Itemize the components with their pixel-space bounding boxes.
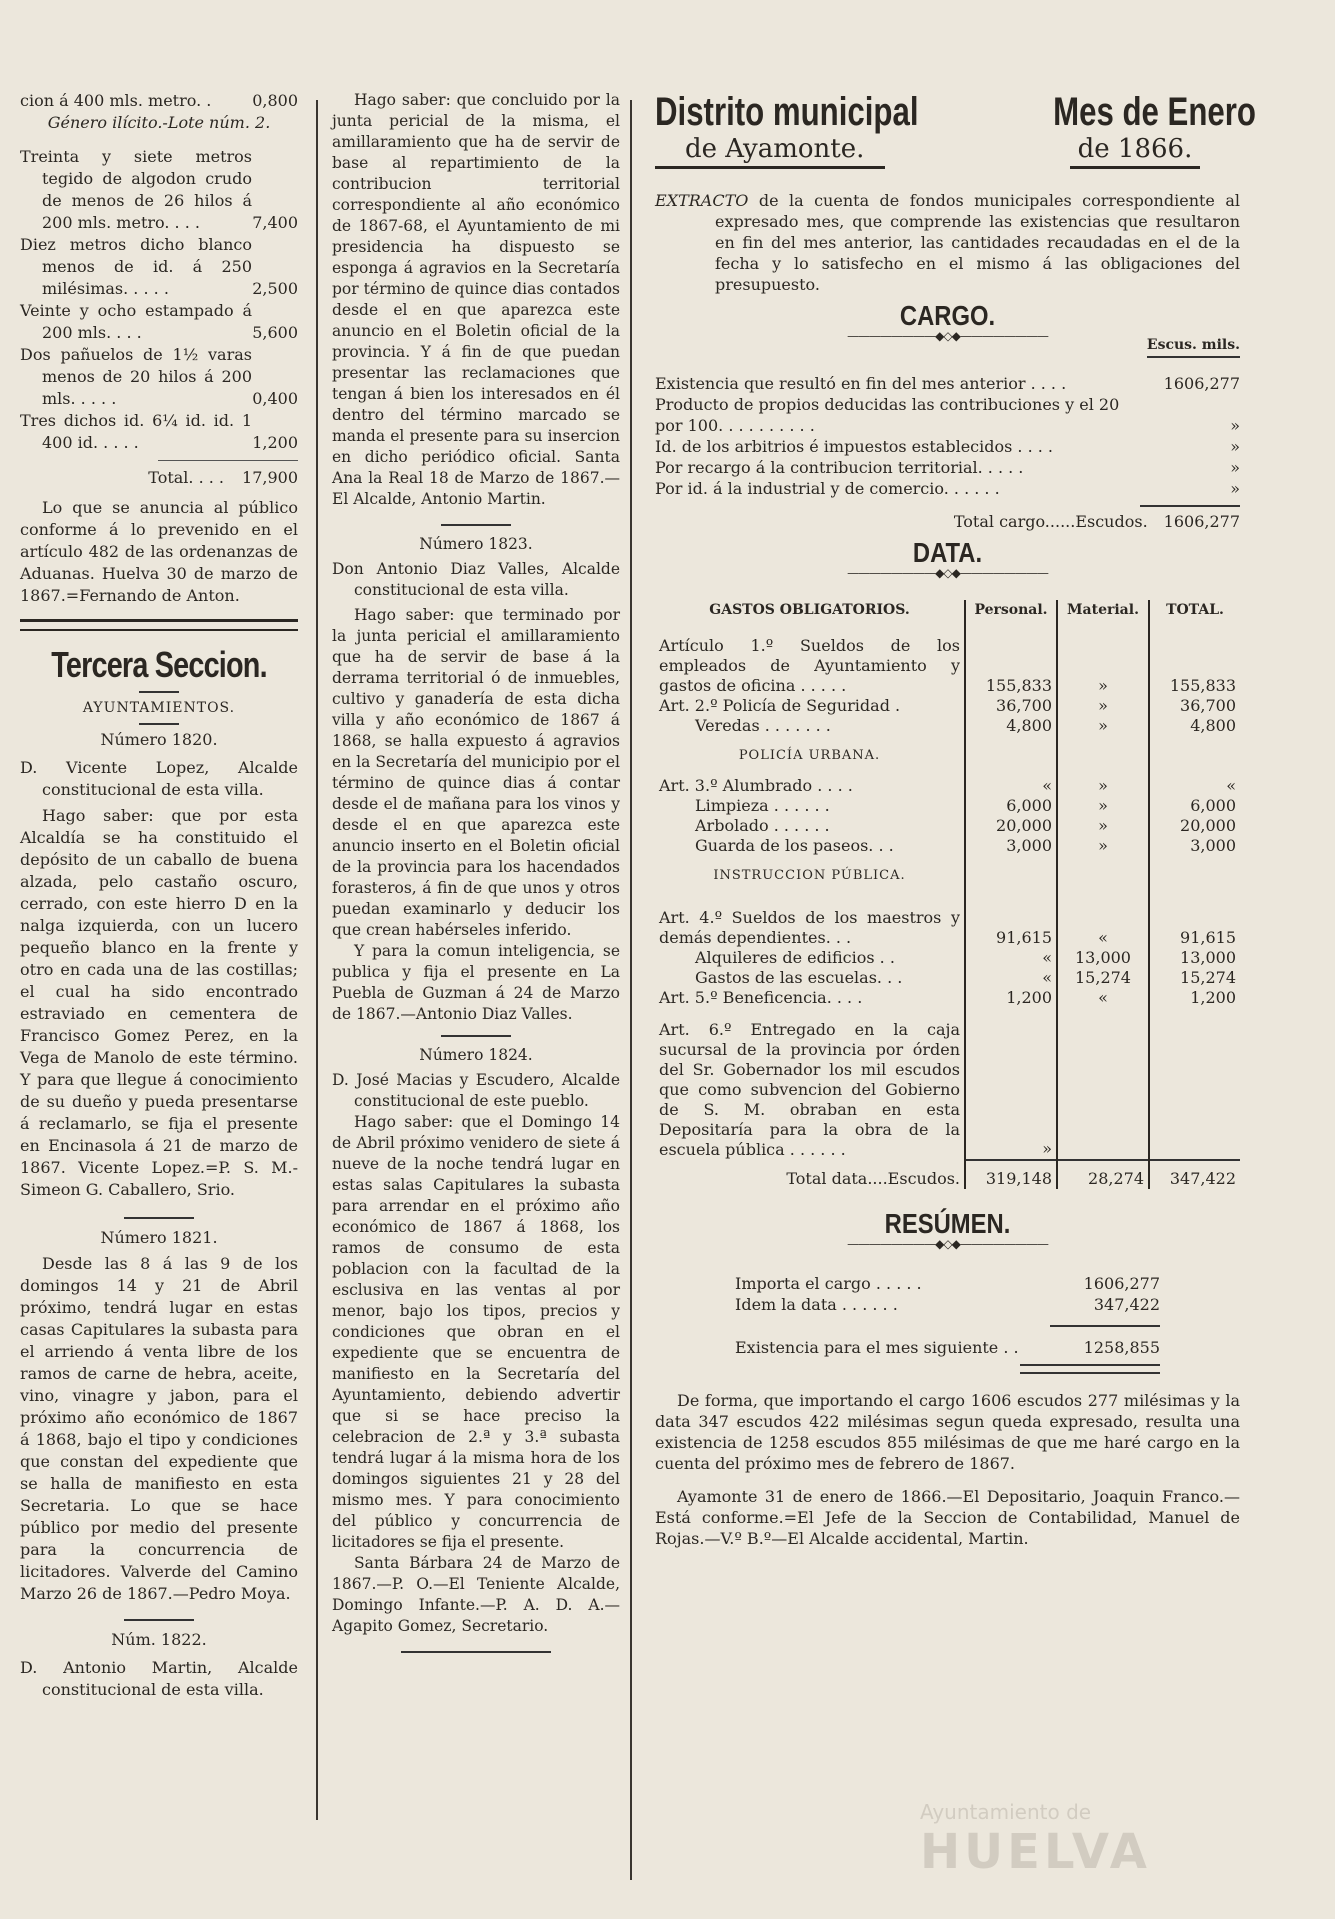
row-label: Guarda de los paseos. . .: [695, 836, 894, 855]
material-cell: »: [1057, 776, 1149, 796]
table-row: [655, 696, 1240, 716]
row-label: Art. 6.º Entregado en la caja sucursal de la provincia por órden del Sr. Gobernador los mil escudos que como subvencion del Gobierno de S. M. obraban en esta Depositaría para la obra de la escuela pública . . . . . .: [659, 1020, 960, 1159]
divider: [401, 1651, 551, 1653]
section-title: Tercera Seccion.: [51, 644, 267, 685]
row-label: Alquileres de edificios . .: [695, 948, 895, 967]
total-cell: 1,200: [1149, 988, 1240, 1008]
item-list: [20, 146, 298, 454]
row-label: INSTRUCCION PÚBLICA.: [713, 868, 906, 883]
material-cell: «: [1057, 896, 1149, 948]
resumen-title: RESÚMEN.: [884, 1208, 1011, 1239]
divider: [139, 691, 179, 693]
list-item: Dos pañuelos de 1½ varas menos de 20 hilos á 200 mls. . . . . 0,400: [20, 345, 298, 408]
list-item: Veinte y ocho estampado á 200 mls. . . . 5,600: [20, 301, 298, 342]
cargo-title: CARGO.: [899, 300, 996, 331]
existencia-line: Existencia para el mes siguiente . . 1258,855: [735, 1338, 1160, 1357]
total-cell: 6,000: [1149, 796, 1240, 816]
extracto-text: EXTRACTO de la cuenta de fondos municipales correspondiente al expresado mes, que comprende las existencias que resultaron en fin del mes anterior, las cantidades recaudadas en el de la fecha y lo satisfecho en el mismo á las obligaciones del presupuesto.: [655, 191, 1240, 294]
table-subheading-row: [655, 736, 1240, 776]
ornament: ————————◆◇◆————————: [847, 329, 1048, 343]
notice-heading: D. José Macias y Escudero, Alcalde constitucional de este pueblo.: [332, 1071, 620, 1110]
table-row: [655, 836, 1240, 856]
material-cell: [1057, 1008, 1149, 1160]
notice-number: Número 1820.: [100, 730, 218, 749]
lot-heading: Género ilícito.-Lote núm. 2.: [47, 113, 271, 132]
table-row: [655, 948, 1240, 968]
total-cell: 155,833: [1149, 624, 1240, 696]
divider: [441, 1035, 511, 1037]
notice-body: Hago saber: que por esta Alcaldía se ha constituido el depósito de un caballo de buena alzada, pelo castaño oscuro, cerrado, con este hierro D en la nalga izquierda, con un lucero pequeño blanco en la frente y otro en cada una de las costillas; el cual ha sido encontrado estraviado en cementera de Francisco Gomez Perez, en la Vega de Manolo de este término. Y para que llegue á conocimiento de su dueño y pueda presentarse á reclamarlo, se fija el presente en Encinasola á 21 de marzo de 1867. Vicente Lopez.=P. S. M.-Simeon G. Caballero, Srio.: [20, 806, 298, 1199]
table-header: GASTOS OBLIGATORIOS. Personal. Material. TOTAL.: [655, 600, 1240, 624]
material-cell: 13,000: [1057, 948, 1149, 968]
personal-cell: 3,000: [965, 836, 1057, 856]
section-subtitle: AYUNTAMIENTOS.: [82, 700, 236, 716]
notice-text: Lo que se anuncia al público conforme á lo prevenido en el artículo 482 de las ordenanzas de Aduanas. Huelva 30 de marzo de 1867.=Fernando de Anton.: [20, 498, 298, 605]
list-item: Por recargo á la contribucion territorial. . . . . »: [655, 458, 1240, 477]
notice-body: Hago saber: que concluido por la junta pericial de la misma, el amillaramiento que ha de servir de base al repartimiento de la contribucion territorial correspondiente al año económico de 1867-68, el Ayuntamiento de mi presidencia ha dispuesto se esponga á agravios en la Secretaría por término de quince dias contados desde el en que aparezca este anuncio en el Boletin oficial de la provincia. Y á fin de que puedan presentar las reclamaciones que tengan á bien los interesados en él dentro del término marcado se manda el presente para su insercion en dicho periódico oficial. Santa Ana la Real 18 de Marzo de 1867.—El Alcalde, Antonio Martin.: [332, 91, 620, 508]
personal-cell: [965, 856, 1057, 896]
material-cell: »: [1057, 796, 1149, 816]
ornament: ————————◆◇◆————————: [847, 1237, 1048, 1251]
notice-number: Número 1823.: [419, 535, 533, 553]
column-2: [332, 90, 620, 1667]
material-cell: «: [1057, 988, 1149, 1008]
row-label: Limpieza . . . . . .: [695, 796, 830, 815]
notice-heading: D. Vicente Lopez, Alcalde constitucional de esta villa.: [20, 758, 298, 799]
total-cell: 15,274: [1149, 968, 1240, 988]
material-cell: 15,274: [1057, 968, 1149, 988]
total-line: Total. . . . 17,900: [148, 468, 298, 487]
account-header: [655, 90, 1256, 190]
list-item: Treinta y siete metros tegido de algodon crudo de menos de 26 hilos á 200 mls. metro. . . . 7,400: [20, 147, 298, 232]
signature-text: Ayamonte 31 de enero de 1866.—El Depositario, Joaquin Franco.—Está conforme.=El Jefe de la Seccion de Contabilidad, Manuel de Rojas.—V.º B.º—El Alcalde accidental, Martin.: [655, 1487, 1240, 1548]
material-cell: »: [1057, 716, 1149, 736]
total-cell: [1149, 1008, 1240, 1160]
total-cell: 91,615: [1149, 896, 1240, 948]
row-label: Art. 5.º Beneficencia. . . .: [659, 988, 863, 1007]
material-cell: [1057, 736, 1149, 776]
divider: [441, 524, 511, 526]
personal-cell: 6,000: [965, 796, 1057, 816]
column-divider: [316, 100, 318, 1820]
personal-cell: 4,800: [965, 716, 1057, 736]
table-row: [655, 1008, 1240, 1160]
list-item: Importa el cargo . . . . . 1606,277: [735, 1274, 1160, 1293]
data-title: DATA.: [912, 537, 983, 568]
notice-body: Hago saber: que el Domingo 14 de Abril próximo venidero de siete á nueve de la noche tendrá lugar en estas salas Capitulares la subasta para arrendar en el próximo año económico de 1867 á 1868, los ramos de consumo de esta poblacion con la facultad de la esclusiva en las ventas al por menor, bajo los tipos, precios y condiciones que obran en el expediente que se encuentra de manifiesto en la Secretaría del Ayuntamiento, debiendo advertir que si se hace preciso la celebracion de 2.ª y 3.ª subasta tendrá lugar á la misma hora de los domingos siguientes 21 y 28 del mismo mes. Y para conocimiento del público y concurrencia de licitadores se fija el presente.: [332, 1113, 620, 1551]
list-item: Por id. á la industrial y de comercio. . . . . . »: [655, 479, 1240, 498]
list-item: Producto de propios deducidas las contribuciones y el 20 por 100. . . . . . . . . . »: [655, 395, 1240, 435]
notice-number: Número 1821.: [100, 1228, 218, 1247]
personal-cell: 1,200: [965, 988, 1057, 1008]
row-label: Art. 2.º Policía de Seguridad .: [659, 696, 901, 715]
row-label: Art. 3.º Alumbrado . . . .: [659, 776, 853, 795]
table-row: [655, 716, 1240, 736]
personal-cell: [965, 736, 1057, 776]
divider: [139, 723, 179, 725]
total-cell: 13,000: [1149, 948, 1240, 968]
total-cell: 3,000: [1149, 836, 1240, 856]
row-label: Art. 4.º Sueldos de los maestros y demás dependientes. . .: [659, 908, 960, 947]
row-label: Gastos de las escuelas. . .: [695, 968, 903, 987]
row-label: Artículo 1.º Sueldos de los empleados de Ayuntamiento y gastos de oficina . . . . .: [659, 636, 960, 695]
total-cell: [1149, 736, 1240, 776]
month-title: Mes de Enero de 1866.: [1030, 90, 1240, 169]
material-cell: »: [1057, 836, 1149, 856]
row-label: Veredas . . . . . . .: [695, 716, 831, 735]
row-label: Arbolado . . . . . .: [695, 816, 830, 835]
table-row: [655, 796, 1240, 816]
table-row: [655, 776, 1240, 796]
material-cell: »: [1057, 816, 1149, 836]
ornament: ————————◆◇◆————————: [847, 566, 1048, 580]
personal-cell: «: [965, 948, 1057, 968]
list-item: Tres dichos id. 6¼ id. id. 1 400 id. . . . . 1,200: [20, 411, 298, 452]
column-1: [20, 90, 298, 1701]
column-3: [655, 90, 1256, 1549]
total-line: Total cargo......Escudos. 1606,277: [953, 512, 1240, 531]
notice-body: Santa Bárbara 24 de Marzo de 1867.—P. O.—El Teniente Alcalde, Domingo Infante.—P. A. D. A.—Agapito Gomez, Secretario.: [332, 1554, 620, 1635]
table-body: [655, 624, 1240, 1160]
total-cell: [1149, 856, 1240, 896]
personal-cell: 36,700: [965, 696, 1057, 716]
price-line: cion á 400 mls. metro. . 0,800: [20, 91, 298, 110]
divider: [124, 1619, 194, 1621]
table-subheading-row: [655, 856, 1240, 896]
total-cell: 36,700: [1149, 696, 1240, 716]
archive-watermark: Ayuntamiento de HUELVA: [920, 1800, 1151, 1880]
notice-body: Y para la comun inteligencia, se publica y fija el presente en La Puebla de Guzman á 24 de Marzo de 1867.—Antonio Diaz Valles.: [332, 942, 620, 1023]
total-cell: 4,800: [1149, 716, 1240, 736]
material-cell: »: [1057, 696, 1149, 716]
section-divider: [20, 619, 298, 631]
material-cell: [1057, 856, 1149, 896]
table-row: [655, 624, 1240, 696]
list-item: Idem la data . . . . . . 347,422: [735, 1295, 1160, 1314]
unit-label: Escus. mils.: [1147, 335, 1240, 358]
list-item: Diez metros dicho blanco menos de id. á 250 milésimas. . . . . 2,500: [20, 235, 298, 298]
personal-cell: »: [965, 1008, 1057, 1160]
personal-cell: «: [965, 776, 1057, 796]
table-row: [655, 988, 1240, 1008]
table-row: [655, 968, 1240, 988]
personal-cell: 20,000: [965, 816, 1057, 836]
total-cell: 20,000: [1149, 816, 1240, 836]
cargo-list: [655, 373, 1240, 499]
notice-body: Desde las 8 á las 9 de los domingos 14 y 21 de Abril próximo, tendrá lugar en estas casas Capitulares la subasta para el arriendo á venta libre de los ramos de carne de hebra, aceite, vino, vinagre y jabon, para el próximo año económico de 1867 á 1868, bajo el tipo y condiciones que constan del expediente que se halla de manifiesto en esta Secretaria. Lo que se hace público por medio del presente para la concurrencia de licitadores. Valverde del Camino Marzo 26 de 1867.—Pedro Moya.: [20, 1254, 298, 1603]
table-total-row: Total data....Escudos. 319,148 28,274 347,422: [655, 1160, 1240, 1189]
column-divider: [630, 100, 632, 1880]
row-label: POLICÍA URBANA.: [738, 748, 881, 763]
divider: [124, 1217, 194, 1219]
cargo-heading-block: [655, 300, 1240, 365]
district-title: Distrito municipal de Ayamonte.: [655, 90, 945, 169]
closing-text: De forma, que importando el cargo 1606 escudos 277 milésimas y la data 347 escudos 422 milésimas segun queda expresado, resulta una existencia de 1258 escudos 855 milésimas de que me haré cargo en la cuenta del próximo mes de febrero de 1867.: [655, 1391, 1240, 1473]
total-cell: «: [1149, 776, 1240, 796]
notice-heading: Don Antonio Diaz Valles, Alcalde constitucional de esta villa.: [332, 560, 620, 599]
data-table: [655, 600, 1240, 1189]
list-item: Id. de los arbitrios é impuestos establecidos . . . . »: [655, 437, 1240, 456]
table-row: [655, 896, 1240, 948]
notice-number: Número 1824.: [419, 1046, 533, 1064]
list-item: Existencia que resultó en fin del mes anterior . . . . 1606,277: [655, 374, 1240, 393]
notice-heading: D. Antonio Martin, Alcalde constitucional de esta villa.: [20, 1658, 298, 1699]
resumen-list: [655, 1273, 1240, 1374]
table-row: [655, 816, 1240, 836]
notice-body: Hago saber: que terminado por la junta pericial el amillaramiento que ha de servir de base á la derrama territorial ó de inmuebles, cultivo y ganadería de esta dicha villa y año económico de 1867 á 1868, se halla expuesto á agravios en la Secretaría del municipio por el término de quince dias á contar desde el de mañana para los vinos y desde el en que aparezca este anuncio inserto en el Boletin oficial de la provincia para los hacendados forasteros, á fin de que unos y otros puedan examinarlo y deducir los que crean habérseles inferido.: [332, 606, 620, 939]
personal-cell: «: [965, 968, 1057, 988]
material-cell: »: [1057, 624, 1149, 696]
notice-number: Núm. 1822.: [111, 1630, 207, 1649]
personal-cell: 91,615: [965, 896, 1057, 948]
personal-cell: 155,833: [965, 624, 1057, 696]
